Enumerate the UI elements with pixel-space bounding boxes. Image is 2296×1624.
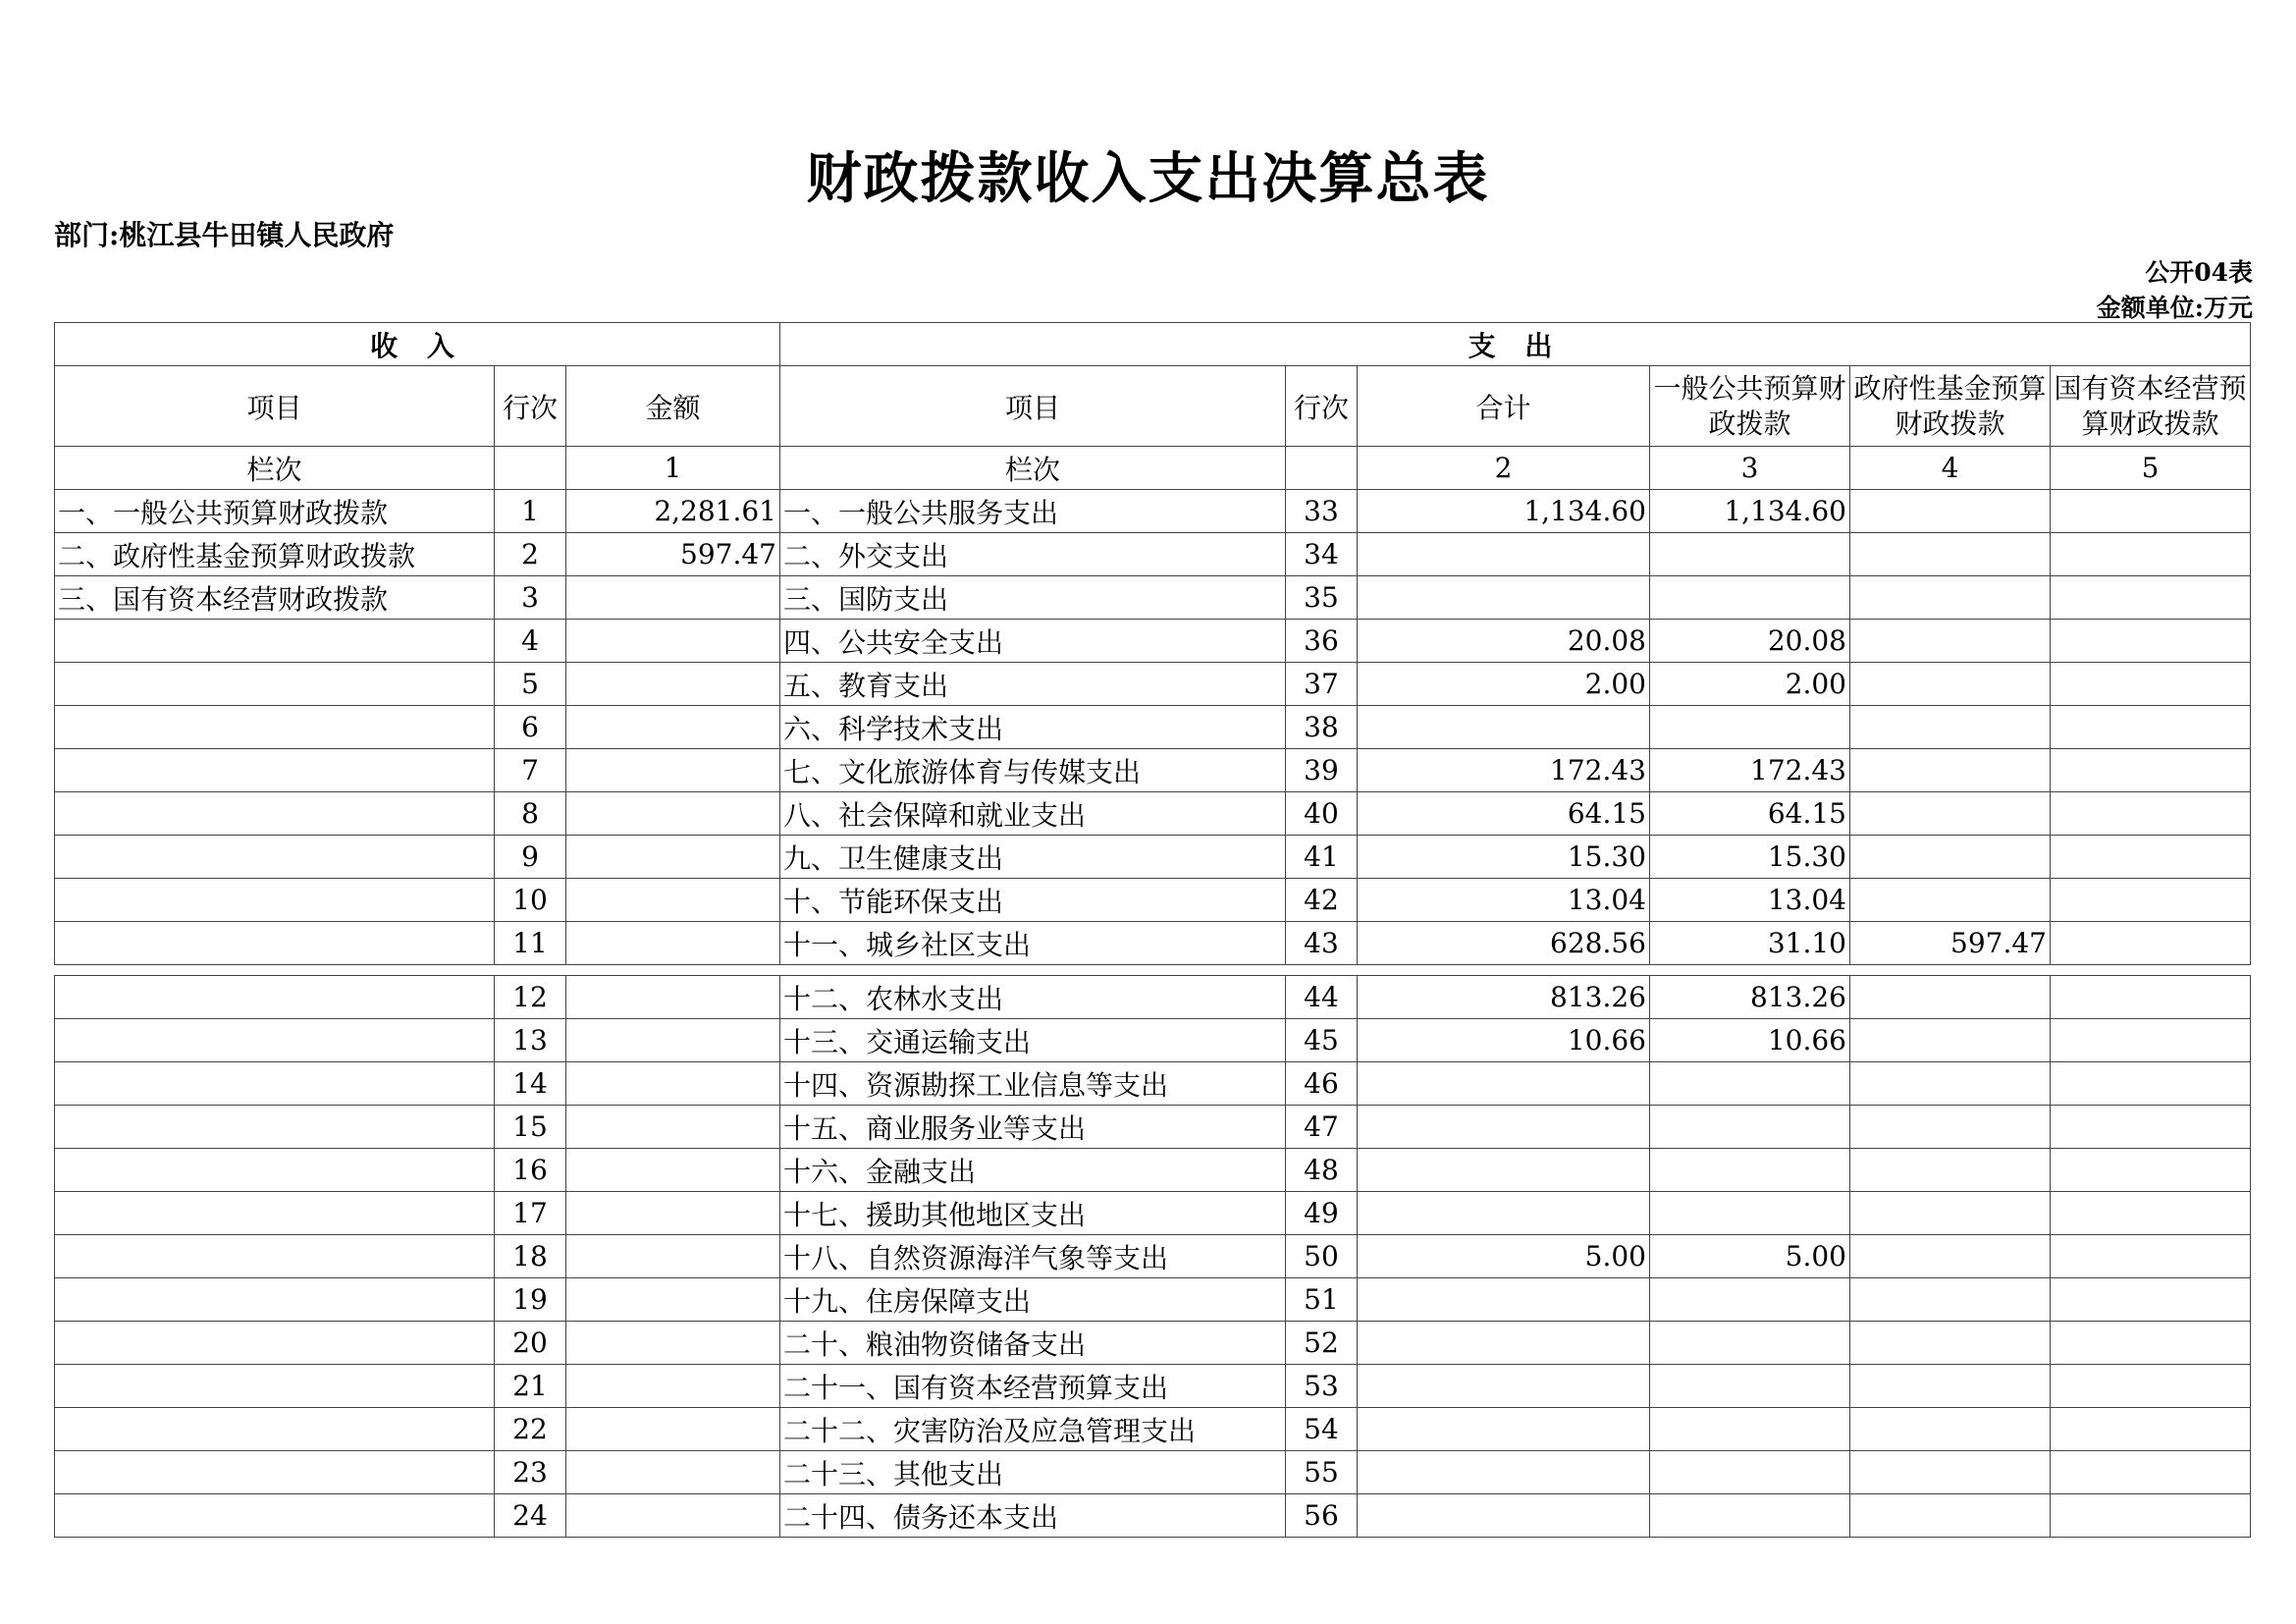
expense-item-cell: 七、文化旅游体育与传媒支出 bbox=[780, 749, 1286, 792]
state-capital-header: 国有资本经营预算财政拨款 bbox=[2051, 366, 2251, 447]
fund-budget-amount-cell bbox=[1850, 836, 2051, 879]
fund-budget-amount-cell bbox=[1850, 749, 2051, 792]
expense-item-cell: 十八、自然资源海洋气象等支出 bbox=[780, 1235, 1286, 1278]
expense-line-cell: 46 bbox=[1286, 1062, 1358, 1106]
table-row bbox=[55, 922, 2251, 965]
state-capital-amount-cell bbox=[2051, 706, 2251, 749]
expense-item-cell: 一、一般公共服务支出 bbox=[780, 490, 1286, 533]
general-budget-amount-cell bbox=[1650, 533, 1850, 576]
income-amount-cell bbox=[566, 1149, 780, 1192]
state-capital-amount-cell bbox=[2051, 663, 2251, 706]
income-amount-cell bbox=[566, 1494, 780, 1538]
expense-item-header: 项目 bbox=[780, 366, 1286, 447]
expense-item-cell: 五、教育支出 bbox=[780, 663, 1286, 706]
general-budget-amount-cell bbox=[1650, 1322, 1850, 1365]
income-item-cell bbox=[55, 1494, 495, 1538]
general-budget-amount-cell: 15.30 bbox=[1650, 836, 1850, 879]
table-row bbox=[55, 976, 2251, 1019]
total-amount-cell bbox=[1358, 1278, 1650, 1322]
total-amount-cell bbox=[1358, 533, 1650, 576]
state-capital-amount-cell bbox=[2051, 1278, 2251, 1322]
expense-line-cell: 53 bbox=[1286, 1365, 1358, 1408]
expense-item-cell: 二十二、灾害防治及应急管理支出 bbox=[780, 1408, 1286, 1451]
column-index-3: 3 bbox=[1650, 447, 1850, 490]
income-amount-cell bbox=[566, 836, 780, 879]
expense-line-cell: 56 bbox=[1286, 1494, 1358, 1538]
total-amount-cell: 64.15 bbox=[1358, 792, 1650, 836]
income-item-cell bbox=[55, 706, 495, 749]
income-item-cell: 三、国有资本经营财政拨款 bbox=[55, 576, 495, 620]
fund-budget-amount-cell bbox=[1850, 1494, 2051, 1538]
total-amount-cell: 1,134.60 bbox=[1358, 490, 1650, 533]
state-capital-amount-cell bbox=[2051, 1149, 2251, 1192]
income-header: 收 入 bbox=[55, 323, 780, 366]
state-capital-amount-cell bbox=[2051, 749, 2251, 792]
total-amount-cell: 2.00 bbox=[1358, 663, 1650, 706]
table-row bbox=[55, 749, 2251, 792]
income-item-cell bbox=[55, 663, 495, 706]
income-line-cell: 8 bbox=[495, 792, 566, 836]
income-amount-cell bbox=[566, 1192, 780, 1235]
expense-line-cell: 38 bbox=[1286, 706, 1358, 749]
table-row bbox=[55, 490, 2251, 533]
income-line-cell: 1 bbox=[495, 490, 566, 533]
general-budget-amount-cell bbox=[1650, 1451, 1850, 1494]
expense-item-cell: 二十、粮油物资储备支出 bbox=[780, 1322, 1286, 1365]
general-budget-amount-cell bbox=[1650, 1278, 1850, 1322]
table-row bbox=[55, 620, 2251, 663]
general-budget-amount-cell bbox=[1650, 706, 1850, 749]
fund-budget-amount-cell bbox=[1850, 1019, 2051, 1062]
general-budget-amount-cell bbox=[1650, 576, 1850, 620]
expense-line-cell: 42 bbox=[1286, 879, 1358, 922]
expense-item-cell: 二十三、其他支出 bbox=[780, 1451, 1286, 1494]
expense-line-cell: 44 bbox=[1286, 976, 1358, 1019]
total-amount-cell bbox=[1358, 1322, 1650, 1365]
income-amount-cell bbox=[566, 1365, 780, 1408]
fund-budget-amount-cell bbox=[1850, 1106, 2051, 1149]
page-title: 财政拨款收入支出决算总表 bbox=[806, 146, 1490, 211]
table-row bbox=[55, 879, 2251, 922]
column-index-cell bbox=[495, 447, 566, 490]
column-index-2: 2 bbox=[1358, 447, 1650, 490]
income-line-cell: 12 bbox=[495, 976, 566, 1019]
expense-item-cell: 六、科学技术支出 bbox=[780, 706, 1286, 749]
income-line-cell: 20 bbox=[495, 1322, 566, 1365]
table-row bbox=[55, 663, 2251, 706]
fund-budget-amount-cell bbox=[1850, 1235, 2051, 1278]
income-item-cell bbox=[55, 620, 495, 663]
table-row bbox=[55, 1451, 2251, 1494]
income-line-cell: 24 bbox=[495, 1494, 566, 1538]
expense-item-cell: 十一、城乡社区支出 bbox=[780, 922, 1286, 965]
form-number: 公开04表 bbox=[2145, 258, 2253, 287]
table-row bbox=[55, 1235, 2251, 1278]
expense-item-cell: 十四、资源勘探工业信息等支出 bbox=[780, 1062, 1286, 1106]
expense-item-cell: 三、国防支出 bbox=[780, 576, 1286, 620]
table-row bbox=[55, 1019, 2251, 1062]
expense-line-header: 行次 bbox=[1286, 366, 1358, 447]
fund-budget-amount-cell bbox=[1850, 1408, 2051, 1451]
table-row bbox=[55, 1106, 2251, 1149]
budget-table bbox=[54, 322, 2251, 965]
column-index-label-expense: 栏次 bbox=[780, 447, 1286, 490]
table-row bbox=[55, 1365, 2251, 1408]
state-capital-amount-cell bbox=[2051, 1106, 2251, 1149]
column-index-1: 1 bbox=[566, 447, 780, 490]
fund-budget-amount-cell bbox=[1850, 1278, 2051, 1322]
state-capital-amount-cell bbox=[2051, 1408, 2251, 1451]
income-item-cell bbox=[55, 1149, 495, 1192]
fund-budget-amount-cell: 597.47 bbox=[1850, 922, 2051, 965]
state-capital-amount-cell bbox=[2051, 1365, 2251, 1408]
expense-line-cell: 34 bbox=[1286, 533, 1358, 576]
total-amount-cell: 20.08 bbox=[1358, 620, 1650, 663]
fund-budget-amount-cell bbox=[1850, 792, 2051, 836]
total-amount-cell bbox=[1358, 1365, 1650, 1408]
column-index-4: 4 bbox=[1850, 447, 2051, 490]
total-amount-cell bbox=[1358, 1062, 1650, 1106]
income-item-cell bbox=[55, 1322, 495, 1365]
expense-item-cell: 二十四、债务还本支出 bbox=[780, 1494, 1286, 1538]
income-line-cell: 17 bbox=[495, 1192, 566, 1235]
general-budget-amount-cell: 5.00 bbox=[1650, 1235, 1850, 1278]
income-line-cell: 10 bbox=[495, 879, 566, 922]
fund-budget-amount-cell bbox=[1850, 976, 2051, 1019]
state-capital-amount-cell bbox=[2051, 533, 2251, 576]
table-row bbox=[55, 836, 2251, 879]
expense-line-cell: 35 bbox=[1286, 576, 1358, 620]
expense-line-cell: 49 bbox=[1286, 1192, 1358, 1235]
expense-item-cell: 八、社会保障和就业支出 bbox=[780, 792, 1286, 836]
income-item-cell bbox=[55, 792, 495, 836]
income-amount-cell bbox=[566, 1278, 780, 1322]
general-budget-amount-cell: 10.66 bbox=[1650, 1019, 1850, 1062]
table-row bbox=[55, 1149, 2251, 1192]
state-capital-amount-cell bbox=[2051, 1451, 2251, 1494]
table-row bbox=[55, 706, 2251, 749]
state-capital-amount-cell bbox=[2051, 922, 2251, 965]
fund-budget-amount-cell bbox=[1850, 533, 2051, 576]
income-amount-cell bbox=[566, 620, 780, 663]
expense-line-cell: 52 bbox=[1286, 1322, 1358, 1365]
income-item-cell bbox=[55, 1451, 495, 1494]
income-amount-cell bbox=[566, 1062, 780, 1106]
expense-line-cell: 37 bbox=[1286, 663, 1358, 706]
expense-line-cell: 51 bbox=[1286, 1278, 1358, 1322]
income-amount-cell bbox=[566, 1322, 780, 1365]
total-amount-cell: 813.26 bbox=[1358, 976, 1650, 1019]
expense-line-cell: 48 bbox=[1286, 1149, 1358, 1192]
income-amount-cell bbox=[566, 792, 780, 836]
state-capital-amount-cell bbox=[2051, 1062, 2251, 1106]
general-budget-amount-cell: 813.26 bbox=[1650, 976, 1850, 1019]
general-budget-amount-cell: 64.15 bbox=[1650, 792, 1850, 836]
total-amount-cell bbox=[1358, 1451, 1650, 1494]
income-item-cell bbox=[55, 749, 495, 792]
income-amount-header: 金额 bbox=[566, 366, 780, 447]
total-amount-cell bbox=[1358, 706, 1650, 749]
amount-unit: 金额单位:万元 bbox=[2096, 294, 2253, 322]
total-amount-cell bbox=[1358, 1106, 1650, 1149]
income-amount-cell bbox=[566, 1019, 780, 1062]
expense-line-cell: 43 bbox=[1286, 922, 1358, 965]
income-amount-cell bbox=[566, 879, 780, 922]
expense-line-cell: 54 bbox=[1286, 1408, 1358, 1451]
income-line-cell: 23 bbox=[495, 1451, 566, 1494]
state-capital-amount-cell bbox=[2051, 620, 2251, 663]
income-item-cell bbox=[55, 922, 495, 965]
income-item-cell bbox=[55, 1062, 495, 1106]
expense-line-cell: 36 bbox=[1286, 620, 1358, 663]
total-amount-cell: 15.30 bbox=[1358, 836, 1650, 879]
state-capital-amount-cell bbox=[2051, 576, 2251, 620]
table-row bbox=[55, 1494, 2251, 1538]
state-capital-amount-cell bbox=[2051, 792, 2251, 836]
fund-budget-header: 政府性基金预算财政拨款 bbox=[1850, 366, 2051, 447]
table-row bbox=[55, 576, 2251, 620]
fund-budget-amount-cell bbox=[1850, 1192, 2051, 1235]
income-line-cell: 6 bbox=[495, 706, 566, 749]
general-budget-amount-cell bbox=[1650, 1106, 1850, 1149]
total-amount-cell: 5.00 bbox=[1358, 1235, 1650, 1278]
fund-budget-amount-cell bbox=[1850, 490, 2051, 533]
state-capital-amount-cell bbox=[2051, 1192, 2251, 1235]
general-budget-amount-cell: 20.08 bbox=[1650, 620, 1850, 663]
fund-budget-amount-cell bbox=[1850, 576, 2051, 620]
column-index-label: 栏次 bbox=[55, 447, 495, 490]
general-budget-amount-cell bbox=[1650, 1192, 1850, 1235]
income-line-cell: 7 bbox=[495, 749, 566, 792]
department-label: 部门:桃江县牛田镇人民政府 bbox=[54, 219, 395, 251]
expense-item-cell: 九、卫生健康支出 bbox=[780, 836, 1286, 879]
expense-line-cell: 40 bbox=[1286, 792, 1358, 836]
table-row bbox=[55, 1192, 2251, 1235]
state-capital-amount-cell bbox=[2051, 1019, 2251, 1062]
state-capital-amount-cell bbox=[2051, 879, 2251, 922]
income-item-cell bbox=[55, 1019, 495, 1062]
fund-budget-amount-cell bbox=[1850, 620, 2051, 663]
income-line-cell: 22 bbox=[495, 1408, 566, 1451]
fund-budget-amount-cell bbox=[1850, 1149, 2051, 1192]
state-capital-amount-cell bbox=[2051, 976, 2251, 1019]
general-budget-amount-cell bbox=[1650, 1149, 1850, 1192]
expense-line-cell: 39 bbox=[1286, 749, 1358, 792]
total-header: 合计 bbox=[1358, 366, 1650, 447]
income-amount-cell: 2,281.61 bbox=[566, 490, 780, 533]
fund-budget-amount-cell bbox=[1850, 879, 2051, 922]
income-item-cell: 二、政府性基金预算财政拨款 bbox=[55, 533, 495, 576]
income-line-cell: 11 bbox=[495, 922, 566, 965]
expense-item-cell: 四、公共安全支出 bbox=[780, 620, 1286, 663]
income-line-cell: 21 bbox=[495, 1365, 566, 1408]
income-item-cell bbox=[55, 1235, 495, 1278]
income-line-cell: 14 bbox=[495, 1062, 566, 1106]
expense-line-cell: 41 bbox=[1286, 836, 1358, 879]
expense-item-cell: 二、外交支出 bbox=[780, 533, 1286, 576]
income-line-cell: 16 bbox=[495, 1149, 566, 1192]
general-budget-amount-cell: 2.00 bbox=[1650, 663, 1850, 706]
income-amount-cell bbox=[566, 749, 780, 792]
fund-budget-amount-cell bbox=[1850, 1451, 2051, 1494]
table-row bbox=[55, 792, 2251, 836]
income-item-header: 项目 bbox=[55, 366, 495, 447]
total-amount-cell bbox=[1358, 1192, 1650, 1235]
total-amount-cell: 13.04 bbox=[1358, 879, 1650, 922]
income-item-cell bbox=[55, 1106, 495, 1149]
fund-budget-amount-cell bbox=[1850, 706, 2051, 749]
general-budget-amount-cell: 1,134.60 bbox=[1650, 490, 1850, 533]
income-line-cell: 18 bbox=[495, 1235, 566, 1278]
income-item-cell bbox=[55, 1365, 495, 1408]
income-amount-cell: 597.47 bbox=[566, 533, 780, 576]
income-amount-cell bbox=[566, 706, 780, 749]
total-amount-cell bbox=[1358, 576, 1650, 620]
state-capital-amount-cell bbox=[2051, 1322, 2251, 1365]
income-amount-cell bbox=[566, 1451, 780, 1494]
income-item-cell bbox=[55, 1278, 495, 1322]
income-line-cell: 13 bbox=[495, 1019, 566, 1062]
income-line-header: 行次 bbox=[495, 366, 566, 447]
state-capital-amount-cell bbox=[2051, 1494, 2251, 1538]
state-capital-amount-cell bbox=[2051, 836, 2251, 879]
table-row bbox=[55, 1062, 2251, 1106]
income-amount-cell bbox=[566, 1408, 780, 1451]
general-budget-amount-cell: 31.10 bbox=[1650, 922, 1850, 965]
fund-budget-amount-cell bbox=[1850, 1322, 2051, 1365]
income-item-cell bbox=[55, 976, 495, 1019]
expense-item-cell: 十五、商业服务业等支出 bbox=[780, 1106, 1286, 1149]
expense-item-cell: 十九、住房保障支出 bbox=[780, 1278, 1286, 1322]
state-capital-amount-cell bbox=[2051, 1235, 2251, 1278]
income-line-cell: 5 bbox=[495, 663, 566, 706]
fund-budget-amount-cell bbox=[1850, 1062, 2051, 1106]
income-line-cell: 2 bbox=[495, 533, 566, 576]
table-row bbox=[55, 1322, 2251, 1365]
income-amount-cell bbox=[566, 663, 780, 706]
table-row bbox=[55, 1278, 2251, 1322]
income-amount-cell bbox=[566, 1106, 780, 1149]
general-budget-amount-cell bbox=[1650, 1408, 1850, 1451]
total-amount-cell: 172.43 bbox=[1358, 749, 1650, 792]
income-item-cell bbox=[55, 879, 495, 922]
general-budget-amount-cell bbox=[1650, 1365, 1850, 1408]
income-line-cell: 3 bbox=[495, 576, 566, 620]
income-item-cell bbox=[55, 1408, 495, 1451]
income-line-cell: 9 bbox=[495, 836, 566, 879]
expense-line-cell: 55 bbox=[1286, 1451, 1358, 1494]
total-amount-cell: 10.66 bbox=[1358, 1019, 1650, 1062]
general-budget-header: 一般公共预算财政拨款 bbox=[1650, 366, 1850, 447]
fund-budget-amount-cell bbox=[1850, 663, 2051, 706]
income-line-cell: 15 bbox=[495, 1106, 566, 1149]
total-amount-cell bbox=[1358, 1149, 1650, 1192]
total-amount-cell bbox=[1358, 1408, 1650, 1451]
income-amount-cell bbox=[566, 1235, 780, 1278]
expense-line-cell: 45 bbox=[1286, 1019, 1358, 1062]
general-budget-amount-cell: 172.43 bbox=[1650, 749, 1850, 792]
expense-header: 支 出 bbox=[780, 323, 2251, 366]
expense-item-cell: 十三、交通运输支出 bbox=[780, 1019, 1286, 1062]
table-row bbox=[55, 533, 2251, 576]
income-item-cell: 一、一般公共预算财政拨款 bbox=[55, 490, 495, 533]
column-index-5: 5 bbox=[2051, 447, 2251, 490]
income-item-cell bbox=[55, 836, 495, 879]
expense-item-cell: 二十一、国有资本经营预算支出 bbox=[780, 1365, 1286, 1408]
general-budget-amount-cell bbox=[1650, 1062, 1850, 1106]
income-amount-cell bbox=[566, 576, 780, 620]
expense-item-cell: 十六、金融支出 bbox=[780, 1149, 1286, 1192]
income-line-cell: 19 bbox=[495, 1278, 566, 1322]
total-amount-cell bbox=[1358, 1494, 1650, 1538]
state-capital-amount-cell bbox=[2051, 490, 2251, 533]
expense-line-cell: 33 bbox=[1286, 490, 1358, 533]
general-budget-amount-cell bbox=[1650, 1494, 1850, 1538]
column-index-cell bbox=[1286, 447, 1358, 490]
expense-item-cell: 十二、农林水支出 bbox=[780, 976, 1286, 1019]
income-amount-cell bbox=[566, 976, 780, 1019]
table-row bbox=[55, 1408, 2251, 1451]
budget-table-continued bbox=[54, 975, 2251, 1538]
total-amount-cell: 628.56 bbox=[1358, 922, 1650, 965]
expense-line-cell: 50 bbox=[1286, 1235, 1358, 1278]
income-item-cell bbox=[55, 1192, 495, 1235]
fund-budget-amount-cell bbox=[1850, 1365, 2051, 1408]
expense-item-cell: 十七、援助其他地区支出 bbox=[780, 1192, 1286, 1235]
income-line-cell: 4 bbox=[495, 620, 566, 663]
general-budget-amount-cell: 13.04 bbox=[1650, 879, 1850, 922]
income-amount-cell bbox=[566, 922, 780, 965]
expense-line-cell: 47 bbox=[1286, 1106, 1358, 1149]
expense-item-cell: 十、节能环保支出 bbox=[780, 879, 1286, 922]
